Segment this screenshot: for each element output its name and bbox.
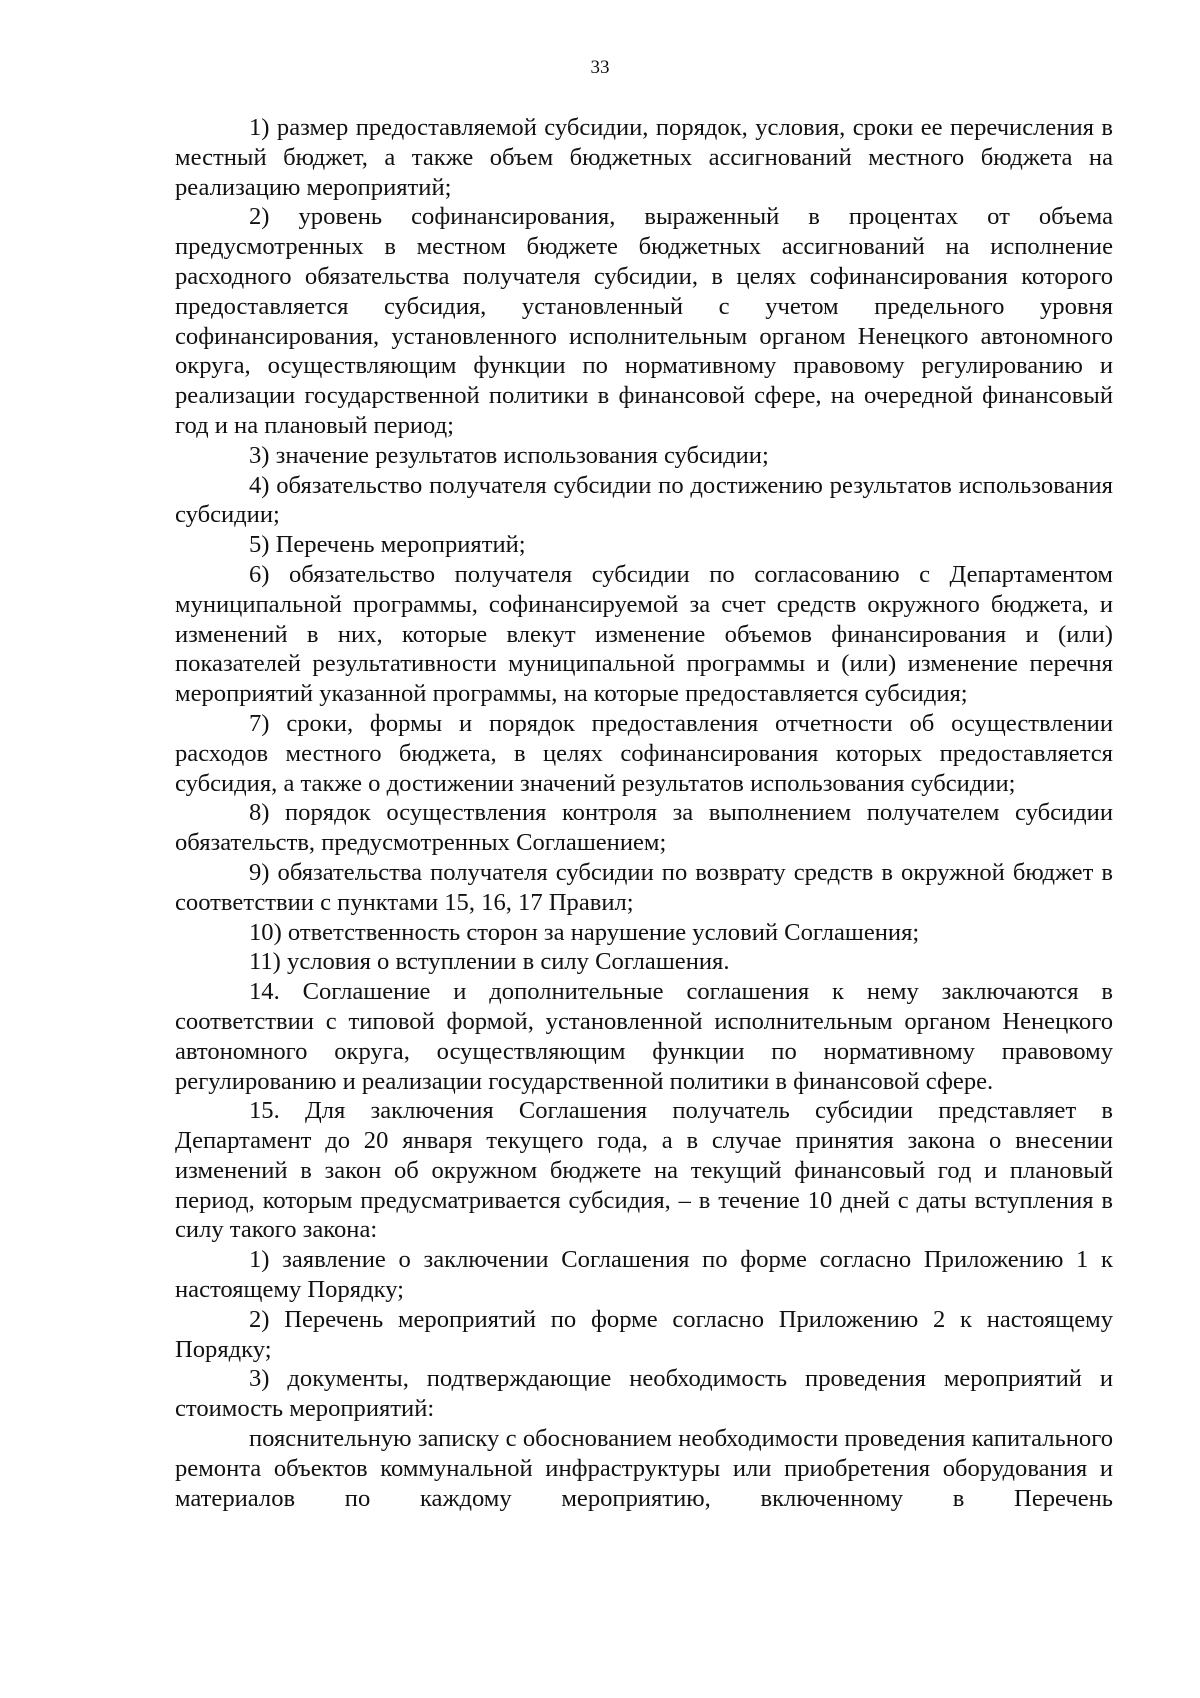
paragraph-subitem-3: 3) документы, подтверждающие необходимость проведения мероприятий и стоимость мероприятий:: [175, 1365, 1113, 1423]
paragraph-item-8: 8) порядок осуществления контроля за выполнением получателем субсидии обязательств, предусмотренных Соглашением;: [175, 799, 1113, 857]
paragraph-item-1: 1) размер предоставляемой субсидии, порядок, условия, сроки ее перечисления в местный бюджет, а также объем бюджетных ассигнований местного бюджета на реализацию мероприятий;: [175, 114, 1113, 201]
paragraph-clause-14: 14. Соглашение и дополнительные соглашения к нему заключаются в соответствии с типовой формой, установленной исполнительным органом Ненецкого автономного округа, осуществляющим функции по нормативному правовому регулированию и реализации государственной политики в финансовой сфере.: [175, 978, 1113, 1095]
page-number: 33: [590, 57, 610, 78]
paragraph-item-10: 10) ответственность сторон за нарушение условий Соглашения;: [249, 918, 920, 946]
paragraph-item-5: 5) Перечень мероприятий;: [249, 531, 526, 559]
paragraph-item-11: 11) условия о вступлении в силу Соглашения.: [249, 948, 730, 976]
paragraph-subitem-2: 2) Перечень мероприятий по форме согласно Приложению 2 к настоящему Порядку;: [175, 1305, 1113, 1363]
paragraph-item-7: 7) сроки, формы и порядок предоставления отчетности об осуществлении расходов местного бюджета, в целях софинансирования которых предоставляется субсидия, а также о достижении значений результатов использования субсидии;: [175, 709, 1113, 797]
paragraph-subitem-1: 1) заявление о заключении Соглашения по форме согласно Приложению 1 к настоящему Порядку;: [175, 1246, 1113, 1304]
paragraph-item-6: 6) обязательство получателя субсидии по согласованию с Департаментом муниципальной программы, софинансируемой за счет средств окружного бюджета, и изменений в них, которые влекут изменение объемов финансирования и (или) показателей результативности муниципальной программы и (или) изменение перечня мероприятий указанной программы, на которые предоставляется субсидия;: [175, 560, 1113, 708]
paragraph-item-9: 9) обязательства получателя субсидии по возврату средств в окружной бюджет в соответствии с пунктами 15, 16, 17 Правил;: [175, 858, 1113, 916]
paragraph-item-2: 2) уровень софинансирования, выраженный в процентах от объема предусмотренных в местном бюджете бюджетных ассигнований на исполнение расходного обязательства получателя субсидии, в целях софинансирования которого предоставляется субсидия, установленный с учетом предельного уровня софинансирования, установленного исполнительным органом Ненецкого автономного округа, осуществляющим функции по нормативному правовому регулированию и реализации государственной политики в финансовой сфере, на очередной финансовый год и на плановый период;: [175, 203, 1113, 439]
document-body: [175, 113, 1113, 1513]
paragraph-item-3: 3) значение результатов использования субсидии;: [249, 441, 769, 469]
paragraph-clause-15: 15. Для заключения Соглашения получатель субсидии представляет в Департамент до 20 января текущего года, а в случае принятия закона о внесении изменений в закон об окружном бюджете на текущий финансовый год и плановый период, которым предусматривается субсидия, – в течение 10 дней с даты вступления в силу такого закона:: [175, 1097, 1113, 1244]
paragraph-item-4: 4) обязательство получателя субсидии по достижению результатов использования субсидии;: [175, 471, 1113, 529]
paragraph-explanatory-note: пояснительную записку с обоснованием необходимости проведения капитального ремонта объектов коммунальной инфраструктуры или приобретения оборудования и материалов по каждому мероприятию, включенному в Перечень: [175, 1425, 1113, 1512]
